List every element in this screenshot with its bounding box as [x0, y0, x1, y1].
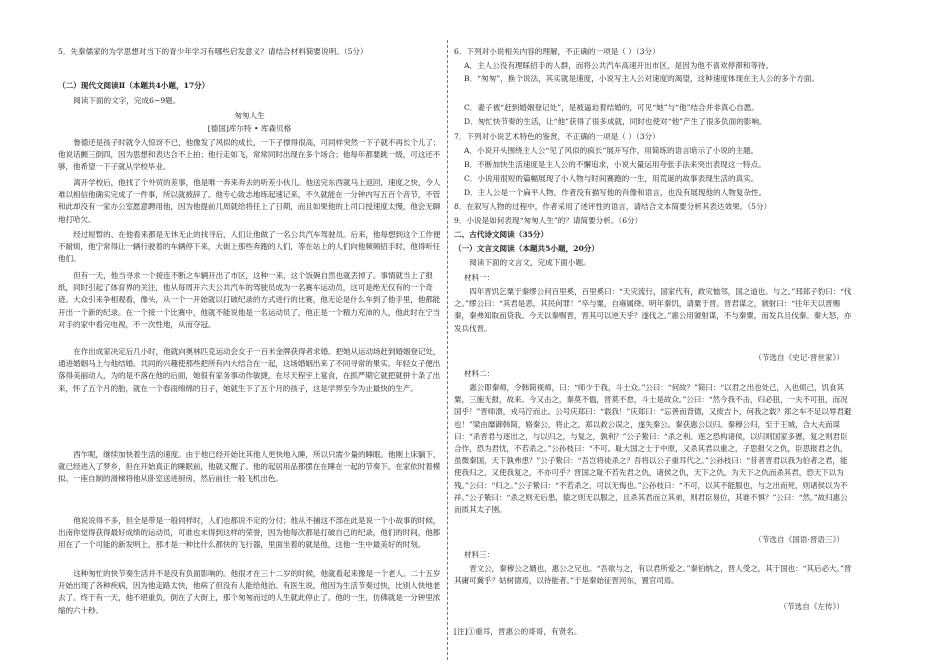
material-1-label: 材料一：: [464, 273, 495, 282]
material-1-text: 四年晋饥乞粟于秦缪公问百里奚，百里奚曰：“天灾流行，国家代有，救灾恤邻，国之道也。与之。”邳郑子豹曰：“伐之。”缪公曰：“其君是恶，其民何罪！”卒与粟，自雍属绛。明年秦饥，请粟于晋。晋君谋之，虢射曰：“往年天以晋赐秦，秦弗知取而贷我。今天以秦赐晋，晋其可以逆天乎？遂伐之。”惠公用虢射谋，不与秦粟，而发兵且伐秦。秦大怒，亦发兵伐晋。: [454, 287, 852, 333]
material-2-label: 材料二：: [464, 369, 495, 378]
story-paragraph-4-text: 但有一天，他当寻求一个接连不断之车辆开出了市区，这种一来，这个饭碗自然也就丢掉了。事情就当上了报纸，同时引起了体育界的关注，他从每周开六天公共汽车的驾驶员成为一名赛车运动员，这可是绝无仅有的一个奇迹。大众引来争相观看，像头，从一个一开始就以打破纪录的方式进行的比赛，他无论是什么车到了他手里，他都能开出一个新的纪录。在一个接一个比赛中，他就不能说他是一名运动员了，他正是一个精力充沛的人，他此时在宁当对手的家中看完电视，不一次性地，从而夺冠。: [58, 271, 441, 329]
story-title: 匆匆人生: [234, 111, 265, 120]
story-paragraph-1-text: 鲁德还是孩子时就令人惊讶不已，他像发了风似的成长，一下子撑得很高，可同样突然一下子就不再长个儿了；他说话颤三倒四，因为思想和表达合不上拍；他行走如飞，常常同时出现在多个场合；他每年都要跳一级，可这还不够，他希望一下子就从学校毕业。: [58, 138, 441, 172]
story-paragraph-8: [58, 568, 441, 629]
material-3-label: 材料三：: [464, 550, 495, 559]
question-8: 8．在叙写人物的过程中，作者采用了述评性的语言，请结合文本简要分析其表达效果。（5分）: [454, 202, 772, 211]
story-paragraph-2: [58, 177, 441, 226]
story-paragraph-6-text: 西乍呢，继续加快着生活的速度。由于他已经开始比其他人更快地入睡，所以只需少量的睡眠。他刚上床躺下，就已经进入了梦乡，但在开始真正的睡眠前，他就又醒了。他的起居用品都摆在在睡在一起的节奏下。在家依时着模拟。一座自制的滑梯将他从卧室送进厨房，然后前往一般飞机出色。: [58, 450, 441, 484]
question-6-option-a: A．主人公没有理睬招手的人群，而将公共汽车高速开出市区，是因为他不喜欢停滞和等待。: [464, 61, 774, 70]
story-paragraph-5-text: 在作出成家决定后几小时，他就向奥林匹克运动会女子一百米金牌获得者求婚。把她从运动场赶到婚姻登记处，通进婚姻马上与他结婚。共同的兴趣使那些把所有内大结合在一起，这场婚姻出来了不同寻常的果实。年轻女子便出落得美丽动人，为的是不落在他的后面，她很有家务事动作敏捷，在尽天程宇上宴食，在抓严期它就把就拼十条了出来，怀了五个月的胎，就在一个春雨绵绵的日子，她就生下了五个月的孩子，这是学界至今为止最快的生产。: [58, 347, 441, 393]
left-column: [58, 0, 441, 672]
material-1-source: （节选自《史记·晋世家》）: [754, 353, 844, 362]
story-paragraph-7-text: 他说说得不多，但全是带是一般同样时，人们也都说不定的分付；他从不捕这不部在此是说一个小故事的时候，出南你觉得获得最好成绩的运动员，可谁也未得到这样的荣誉，因为他每次都是打破自己的纪录，他们的时间，他都用在了一个可能的新发明上，那才是一种比什么都快的飞行器，里面坐着的就是他，这他一生中最美好的时刻。: [58, 516, 441, 550]
question-7-option-d: D．主人公是一个扁平人物，作者没有描写他的肖像和语言，也没有展现他的人物复杂性。: [464, 188, 767, 197]
section-modern-reading-title: （二）现代文阅读Ⅱ（本题共4小题，17分）: [58, 81, 210, 90]
story-paragraph-5: [58, 346, 441, 444]
story-paragraph-4: [58, 270, 441, 342]
material-2-text: 惠公即秦师，令韩简视师，曰：“师少于我，斗士众。”公曰：“何故？”简曰：“以君之出也处己，入也烦己，饥食其粟，三施无报，故来。今又击之，秦莫不愠，晋莫不怠，斗士是故众。”公曰：“然今我不击，归必狃，一夫不可狃，而况国乎！”晋师溃，戎马泞而止。公号庆郑曰：“载我！”庆郑曰：“忘善而背德，又废吉卜，何我之载？郑之车不足以辱君避也！”梁由靡御韩简，辂秦公，将止之，郑以救公误之，遂失秦公。秦获惠公以归。秦穆公归，至于王城，合大夫而谋曰：“杀晋君与逐出之，与以归之，与复之，孰利？”公子絷曰：“杀之利。逐之恐构诸侯，以归则国家多慝，复之则君臣合作，恐为君忧，不若杀之。”公孙枝曰：“不可。耻大国之士于中原，又杀其君以重之，子思报父之仇，臣思报君之仇，虽微秦国，天下孰弗患？”公子絷曰：“吾岂将徒杀之？吾将以公子重耳代之。”公孙枝曰：“昔者晋君以我为伯者之君，能使我归之，又使我复之，不亦可乎？晋国之耻不若先君之仇，诸侯之仇，天下之仇，为天下之仇而杀其君，恐天下以为残。”公曰：“归之。”公子絷曰：“不若杀之，可以无悔也。”公孙枝曰：“不可，以其不能服也，与之出而死，则诸侯以为不祥。”公子絷曰：“杀之则无后患，德之则无以服之，且杀其君而立其弟，则君臣易位，其谁不惧？”公曰：“然。”故归惠公而质其太子圉。: [454, 383, 852, 515]
question-6-option-b: [454, 73, 854, 98]
question-7-option-c: C．小说用很短的篇幅展现了小人物与时间赛跑的一生，用荒诞的故事表现生活的真实。: [464, 174, 759, 183]
section-wenyan-title: （一）文言文阅读（本题共5小题，20分）: [454, 244, 599, 253]
story-paragraph-6: [58, 449, 441, 510]
material-3-body: [454, 563, 854, 600]
column-divider: [447, 40, 448, 660]
question-7-option-a: A．小说开头围绕主人公“见了风似的疯长”展开写作，用简练的语言暗示了小说的主题。: [464, 146, 759, 155]
question-6-option-d: D．匆忙快节奏的生活，让“他”获得了很多成就，同时也使对“他”产生了很多负面的影响。: [464, 117, 767, 126]
story-paragraph-1: [58, 137, 441, 173]
question-6-stem: 6．下列对小说相关内容的理解，不正确的一项是（ ）（3分）: [454, 47, 660, 56]
question-6-option-c: C．妻子被“赶到婚姻登记处”，是被逼迫着结婚的，可见“她”与“他”结合并非真心自愿。: [464, 103, 759, 112]
material-2-source: （节选自《国语·晋语三》）: [754, 535, 844, 544]
material-3-source: （节选自《左传》）: [779, 602, 844, 611]
story-paragraph-3: [58, 229, 441, 265]
material-1-body: [454, 286, 854, 348]
question-7-stem: 7．下列对小说艺术特色的鉴赏，不正确的一项是（ ）（3分）: [454, 132, 660, 141]
question-9: 9．小说是如何表现“匆匆人生”的？请简要分析。（6分）: [454, 216, 643, 225]
section-wenyan-intro: 阅读下面的文言文，完成下面小题。: [469, 258, 591, 267]
story-paragraph-7: [58, 515, 441, 564]
material-3-text: 晋文公，秦穆公之婿也，惠公之兄也。“吾欲与之，有以君所爱之。”秦伯纳之，晋人受之，其于国也：“其后必大。”晋其庸可冀乎？姑树德焉，以待能者。”于是秦始征晋河东，置官司焉。: [454, 564, 852, 586]
section-classical-title: 二、古代诗文阅读（35分）: [454, 230, 549, 239]
question-6-option-b-text: B．“匆匆”，换个说法，其实就是速度，小说写主人公对速度的渴望，这种速度体现在主人公的多个方面。: [464, 74, 820, 83]
story-paragraph-3-text: 经过短暂的、在他看来都是无休无止的找寻后，人们让他做了一名公共汽车驾驶员。后来，他每想到这个工作便不耐烦，他宁常得让一辆行驶着的车辆停下来，大街上那些奔跑的人们，等在站上的人们向他频频招手时，他得听任他们。: [58, 230, 441, 264]
question-7-option-b: B．不断加快生活速度是主人公的不懈追求，小说大量运用夸张手法来突出表现这一特点。: [464, 160, 766, 169]
story-paragraph-2-text: 离开学校后，他找了个外贸的差事，他是唯一奔来奔去的听差小伙儿。他送完东西就马上返回，速度之快，令人难以相信他确实完成了一件事，所以就被辞了。他专心致志地练起速记来，不久就能在一分钟内写五百个音节，不管和此却没有一家办公室愿意聘用他，因为他提前几周就给将任上了日期，而且如果他的上司口授速度太慢，他会无聊地打哈欠。: [58, 178, 441, 224]
material-2-body: [454, 382, 854, 529]
section-modern-reading-intro: 阅读下面的文字，完成6~9题。: [73, 96, 181, 105]
annotation-note: [注]①重耳，晋惠公的哥哥，有贤名。: [454, 627, 582, 636]
question-5: 5．先秦儒家的为学思想对当下的青少年学习有哪些启发意义？请结合材料简要说明。（5分）: [58, 47, 368, 56]
story-paragraph-8-text: 这种匆忙的快节奏生活并不是没有负面影响的。他很才在三十二岁的时候，他就看起来像是一个老人。二十五岁开始出现了各种疾病，因为他走路太快，他病了但没有人能给他治。有医生说，他因为生活节奏过快，比别人快地老去了。终于有一天，他不堪重负，倒在了大街上，那个匆匆而过的人生就此停止了。他的一生，仿佛就是一分钟里浓缩的六十秒。: [58, 569, 441, 615]
right-column: [454, 0, 854, 672]
story-author: [德国]库尔特 • 库森贝格: [207, 124, 292, 133]
